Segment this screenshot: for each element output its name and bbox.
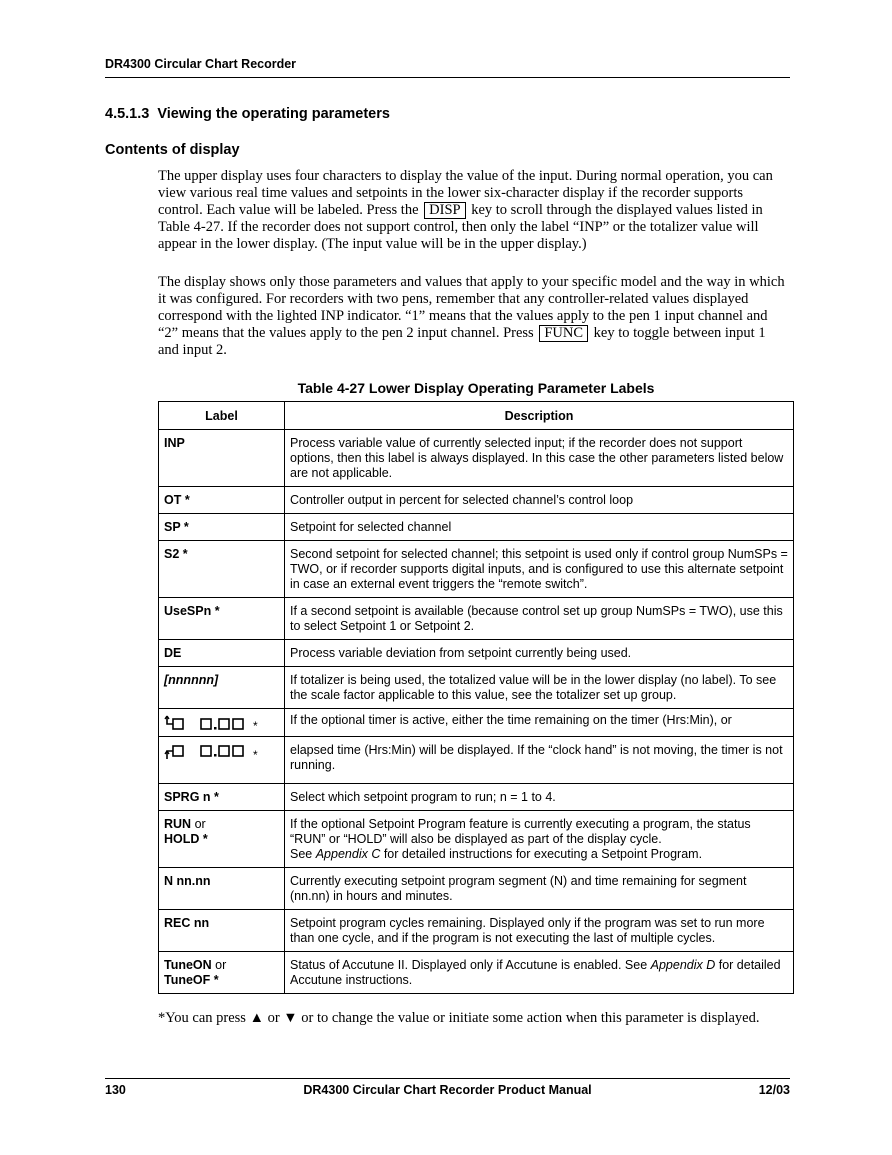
table-row (159, 514, 794, 541)
row-description: Process variable deviation from setpoint currently being used. (285, 640, 794, 667)
footnote-or: or (263, 1010, 284, 1026)
tune-desc-a: Status of Accutune II. Displayed only if Accutune is enabled. See (290, 958, 651, 972)
row-label: SPRG n * (159, 784, 285, 811)
row-description: Currently executing setpoint program segment (N) and time remaining for segment (nn.nn) in hours and minutes. (285, 868, 794, 910)
section-heading (105, 106, 390, 122)
row-description: Select which setpoint program to run; n = 1 to 4. (285, 784, 794, 811)
timer-remaining-symbol (159, 709, 284, 737)
row-label: REC nn (159, 910, 285, 952)
sub-heading: Contents of display (105, 142, 240, 158)
timer-countdown-icon (164, 713, 274, 733)
disp-key-label: DISP (424, 202, 465, 219)
timer-label-cell (159, 709, 285, 784)
label-or: or (191, 817, 206, 831)
table-row (159, 667, 794, 709)
footer-date: 12/03 (758, 1083, 790, 1097)
row-description-tune (285, 952, 794, 994)
row-label: SP * (159, 514, 285, 541)
func-key-label: FUNC (539, 325, 588, 342)
timer-elapsed-symbol (159, 737, 284, 783)
label-or-2: or (211, 958, 227, 972)
timer-asterisk-1: * (253, 719, 258, 733)
row-description-run-hold (285, 811, 794, 868)
row-label: S2 * (159, 541, 285, 598)
para2-text-a: The display shows only those parameters and values that apply to your specific model and the way in which it was configured. For recorders with two pens, remember that any controller-related values displayed correspond with the lighted INP indicator. “1” means that the values apply to the pen 1 input channel and “2” means that the values apply to the pen 2 input channel. Press (158, 274, 785, 341)
timer-description-bottom: elapsed time (Hrs:Min) will be displayed. If the “clock hand” is not moving, the timer is not running. (290, 743, 783, 772)
section-title: Viewing the operating parameters (157, 106, 390, 122)
label-run: RUN (164, 817, 192, 831)
run-desc-1: If the optional Setpoint Program feature is currently executing a program, the status “RUN” or “HOLD” will also be displayed as part of the display cycle. (290, 817, 751, 846)
parameter-table (158, 401, 794, 994)
para1-text-b: key to scroll through the displayed values listed in Table 4-27. If the recorder does not support control, then only the label “INP” or the totalizer value will appear in the lower display. (The input value will be in the upper display.) (158, 202, 763, 252)
row-description: Second setpoint for selected channel; this setpoint is used only if control group NumSPs = TWO, or if recorder supports digital inputs, and is configured to use this alternate setpoint in case an external event triggers the “remote switch”. (285, 541, 794, 598)
paragraph-two-pens (158, 274, 790, 359)
row-label: OT * (159, 487, 285, 514)
row-description: Setpoint for selected channel (285, 514, 794, 541)
section-number: 4.5.1.3 (105, 106, 150, 122)
table-row (159, 868, 794, 910)
row-label-run-hold (159, 811, 285, 868)
table-row (159, 598, 794, 640)
running-header: DR4300 Circular Chart Recorder (105, 57, 297, 71)
table-row (159, 910, 794, 952)
row-description: Setpoint program cycles remaining. Displayed only if the program was set to run more than one cycle, and if the program is not executing the last of multiple cycles. (285, 910, 794, 952)
table-header-row (159, 402, 794, 430)
row-description: If a second setpoint is available (because control set up group NumSPs = TWO), use this to select Setpoint 1 or Setpoint 2. (285, 598, 794, 640)
run-desc-2b: for detailed instructions for executing a Setpoint Program. (380, 847, 703, 861)
timer-description-top: If the optional timer is active, either the time remaining on the timer (Hrs:Min), or (285, 709, 793, 737)
table-row-run-hold (159, 811, 794, 868)
table-caption: Table 4-27 Lower Display Operating Parameter Labels (297, 380, 655, 396)
down-arrow-icon: ▼ (283, 1010, 298, 1026)
appendix-c-ref: Appendix C (315, 847, 381, 861)
tune-desc-b: for detailed Accutune instructions. (290, 958, 781, 987)
footnote (158, 1010, 759, 1027)
footer-title: DR4300 Circular Chart Recorder Product Manual (303, 1083, 592, 1097)
timer-elapsed-icon (164, 743, 274, 763)
row-label: N nn.nn (159, 868, 285, 910)
table-row (159, 430, 794, 487)
row-label: DE (159, 640, 285, 667)
table-row (159, 640, 794, 667)
column-header-label: Label (159, 402, 285, 430)
row-label-tune (159, 952, 285, 994)
row-label: UseSPn * (159, 598, 285, 640)
page-number: 130 (105, 1083, 126, 1097)
run-desc-2a: See (290, 847, 316, 861)
header-rule (105, 77, 790, 78)
up-arrow-icon: ▲ (249, 1010, 264, 1026)
row-description: Process variable value of currently selected input; if the recorder does not support options, then this label is always displayed. In this case the other parameters listed below are not applicable. (285, 430, 794, 487)
row-label: [nnnnnn] (159, 667, 285, 709)
table-row-timer (159, 709, 794, 784)
para2-text-b: key to toggle between input 1 and input 2. (158, 325, 766, 358)
table-row (159, 487, 794, 514)
label-tuneon: TuneON (164, 958, 212, 972)
table-row-tune (159, 952, 794, 994)
label-hold: HOLD * (164, 832, 208, 846)
paragraph-display-contents (158, 168, 790, 253)
row-label: INP (159, 430, 285, 487)
row-description: Controller output in percent for selected channel’s control loop (285, 487, 794, 514)
timer-description-cell (285, 709, 794, 784)
label-tuneof: TuneOF * (164, 973, 219, 987)
footer-rule (105, 1078, 790, 1079)
column-header-description: Description (285, 402, 794, 430)
row-description: If totalizer is being used, the totalized value will be in the lower display (no label). To see the scale factor applicable to this value, see the totalizer set up group. (285, 667, 794, 709)
timer-asterisk-2: * (253, 748, 258, 762)
footnote-text-a: *You can press (158, 1010, 250, 1026)
appendix-d-ref: Appendix D (650, 958, 716, 972)
footnote-text-b: or to change the value or initiate some action when this parameter is displayed. (297, 1010, 760, 1026)
para1-text-a: The upper display uses four characters to display the value of the input. During normal operation, you can view various real time values and setpoints in the lower six-character display if the recorder supports control. Each value will be labeled. Press the (158, 168, 773, 218)
table-row (159, 541, 794, 598)
table-row (159, 784, 794, 811)
